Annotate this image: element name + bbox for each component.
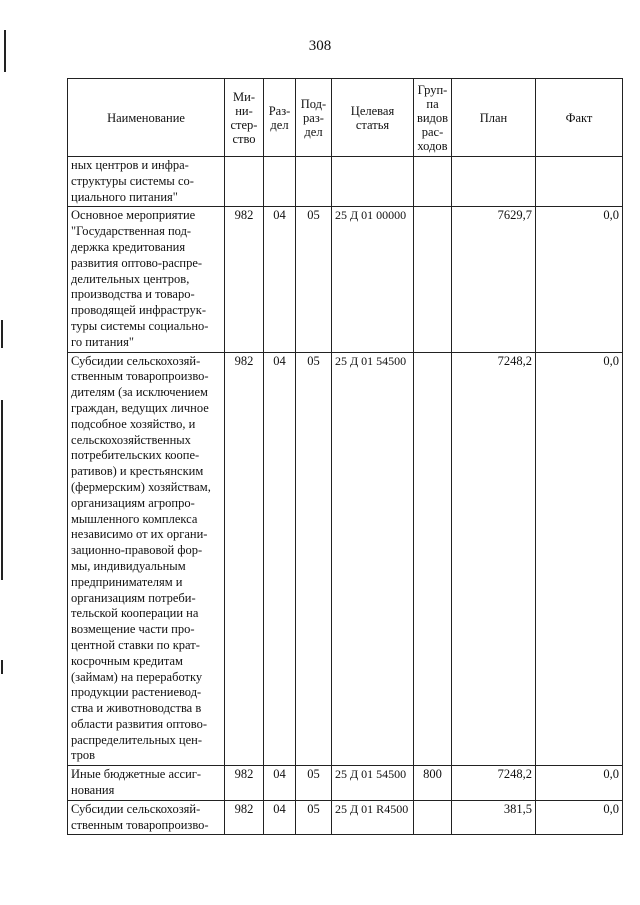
table-row <box>68 766 623 801</box>
row-ministry <box>225 157 264 207</box>
row-target: 25 Д 01 54500 <box>332 766 414 801</box>
row-name: Субсидии сельскохозяй- ственным товаропроизво- дителям (за исключением граждан, ведущих личное подсобное хозяйство, и сельскохозяйственных потребительских коопе- ративов) и крестьянским (фермерским) хозяйствам, организациям агропро- мышленного комплекса независимо от их органи- зационно-правовой фор- мы, индивидуальным предпринимателям и организациям потреби- тельской кооперации на возмещение части про- центной ставки по крат- косрочным кредитам (займам) на переработку продукции растениевод- ства и животноводства в области развития оптово- распределительных цен- тров <box>68 352 225 766</box>
row-subsection: 05 <box>296 766 332 801</box>
header-plan: План <box>452 79 536 157</box>
row-target: 25 Д 01 00000 <box>332 207 414 352</box>
scan-edge-mark <box>1 320 3 348</box>
row-ministry: 982 <box>225 766 264 801</box>
row-group <box>414 800 452 835</box>
header-ministry: Ми- ни- стер- ство <box>225 79 264 157</box>
row-section <box>264 157 296 207</box>
row-ministry: 982 <box>225 207 264 352</box>
row-section: 04 <box>264 207 296 352</box>
header-target: Целевая статья <box>332 79 414 157</box>
header-section: Раз- дел <box>264 79 296 157</box>
row-fact: 0,0 <box>536 207 623 352</box>
row-name: ных центров и инфра- структуры системы со- циального питания" <box>68 157 225 207</box>
row-name: Основное мероприятие "Государственная под- держка кредитования развития оптово-распре- делительных центров, производства и товаро- проводящей инфраструк- туры системы социально- го питания" <box>68 207 225 352</box>
table-row <box>68 352 623 766</box>
row-subsection: 05 <box>296 352 332 766</box>
row-plan: 7248,2 <box>452 766 536 801</box>
row-target: 25 Д 01 R4500 <box>332 800 414 835</box>
row-fact: 0,0 <box>536 800 623 835</box>
header-name: Наименование <box>68 79 225 157</box>
header-row <box>68 79 623 157</box>
row-fact: 0,0 <box>536 766 623 801</box>
row-name: Иные бюджетные ассиг- нования <box>68 766 225 801</box>
header-group: Груп- па видов рас- ходов <box>414 79 452 157</box>
row-target <box>332 157 414 207</box>
row-section: 04 <box>264 352 296 766</box>
header-fact: Факт <box>536 79 623 157</box>
row-subsection: 05 <box>296 207 332 352</box>
row-ministry: 982 <box>225 800 264 835</box>
row-subsection <box>296 157 332 207</box>
table-row <box>68 207 623 352</box>
scan-edge-mark <box>1 660 3 674</box>
scan-edge-mark <box>1 400 3 580</box>
table-row <box>68 157 623 207</box>
table-row <box>68 800 623 835</box>
page-number: 308 <box>308 38 332 54</box>
row-plan: 7248,2 <box>452 352 536 766</box>
row-group <box>414 157 452 207</box>
budget-table <box>67 78 623 835</box>
row-fact: 0,0 <box>536 352 623 766</box>
row-group <box>414 352 452 766</box>
row-plan: 7629,7 <box>452 207 536 352</box>
row-section: 04 <box>264 800 296 835</box>
row-ministry: 982 <box>225 352 264 766</box>
row-group: 800 <box>414 766 452 801</box>
row-section: 04 <box>264 766 296 801</box>
header-subsection: Под- раз- дел <box>296 79 332 157</box>
row-name: Субсидии сельскохозяй- ственным товаропроизво- <box>68 800 225 835</box>
row-fact <box>536 157 623 207</box>
row-plan <box>452 157 536 207</box>
row-subsection: 05 <box>296 800 332 835</box>
row-group <box>414 207 452 352</box>
row-plan: 381,5 <box>452 800 536 835</box>
row-target: 25 Д 01 54500 <box>332 352 414 766</box>
